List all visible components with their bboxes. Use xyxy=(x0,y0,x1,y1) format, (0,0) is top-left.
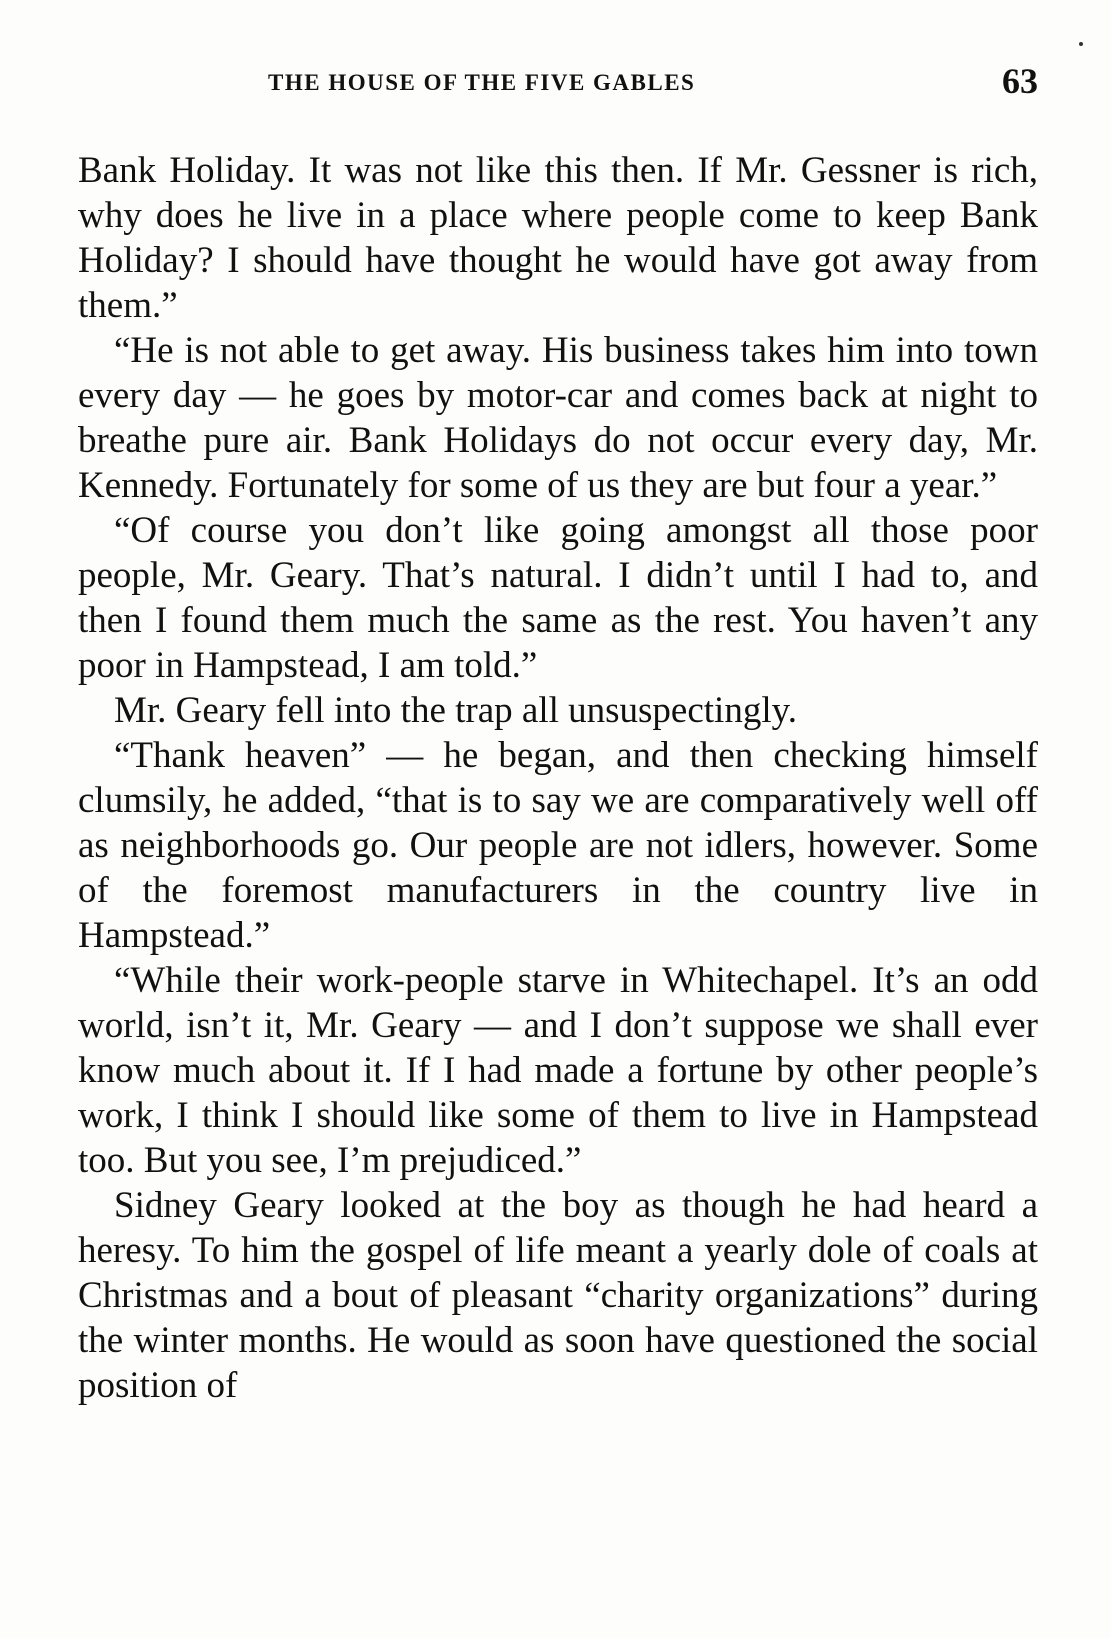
body-text xyxy=(78,148,1038,1408)
paragraph-1: Bank Holiday. It was not like this then. If Mr. Gessner is rich, why does he live in a place where people come to keep Bank Holiday? I should have thought he would have got away from them.” xyxy=(78,150,1038,326)
print-speck xyxy=(1079,42,1083,46)
paragraph-2: “He is not able to get away. His business takes him into town every day — he goes by motor-car and comes back at night to breathe pure air. Bank Holidays do not occur every day, Mr. Kennedy. Fortunately for some of us they are but four a year.” xyxy=(78,330,1038,506)
paragraph-3: “Of course you don’t like going amongst all those poor people, Mr. Geary. That’s natural. I didn’t until I had to, and then I found them much the same as the rest. You haven’t any poor in Hampstead, I am told.” xyxy=(78,510,1038,686)
running-header xyxy=(78,60,1038,106)
paragraph-4: Mr. Geary fell into the trap all unsuspectingly. xyxy=(114,690,797,731)
paragraph-6: “While their work-people starve in Whitechapel. It’s an odd world, isn’t it, Mr. Geary — and I don’t suppose we shall ever know much about it. If I had made a fortune by other people’s work, I think I should like some of them to live in Hampstead too. But you see, I’m prejudiced.” xyxy=(78,960,1038,1181)
page-number: 63 xyxy=(1002,61,1038,101)
running-title: THE HOUSE OF THE FIVE GABLES xyxy=(268,70,696,95)
paragraph-5: “Thank heaven” — he began, and then checking himself clumsily, he added, “that is to say we are comparatively well off as neighborhoods go. Our people are not idlers, however. Some of the foremost manufacturers in the country live in Hampstead.” xyxy=(78,735,1038,956)
paragraph-7: Sidney Geary looked at the boy as though he had heard a heresy. To him the gospel of life meant a yearly dole of coals at Christmas and a bout of pleasant “charity organizations” during the winter months. He would as soon have questioned the social position of xyxy=(78,1185,1038,1406)
